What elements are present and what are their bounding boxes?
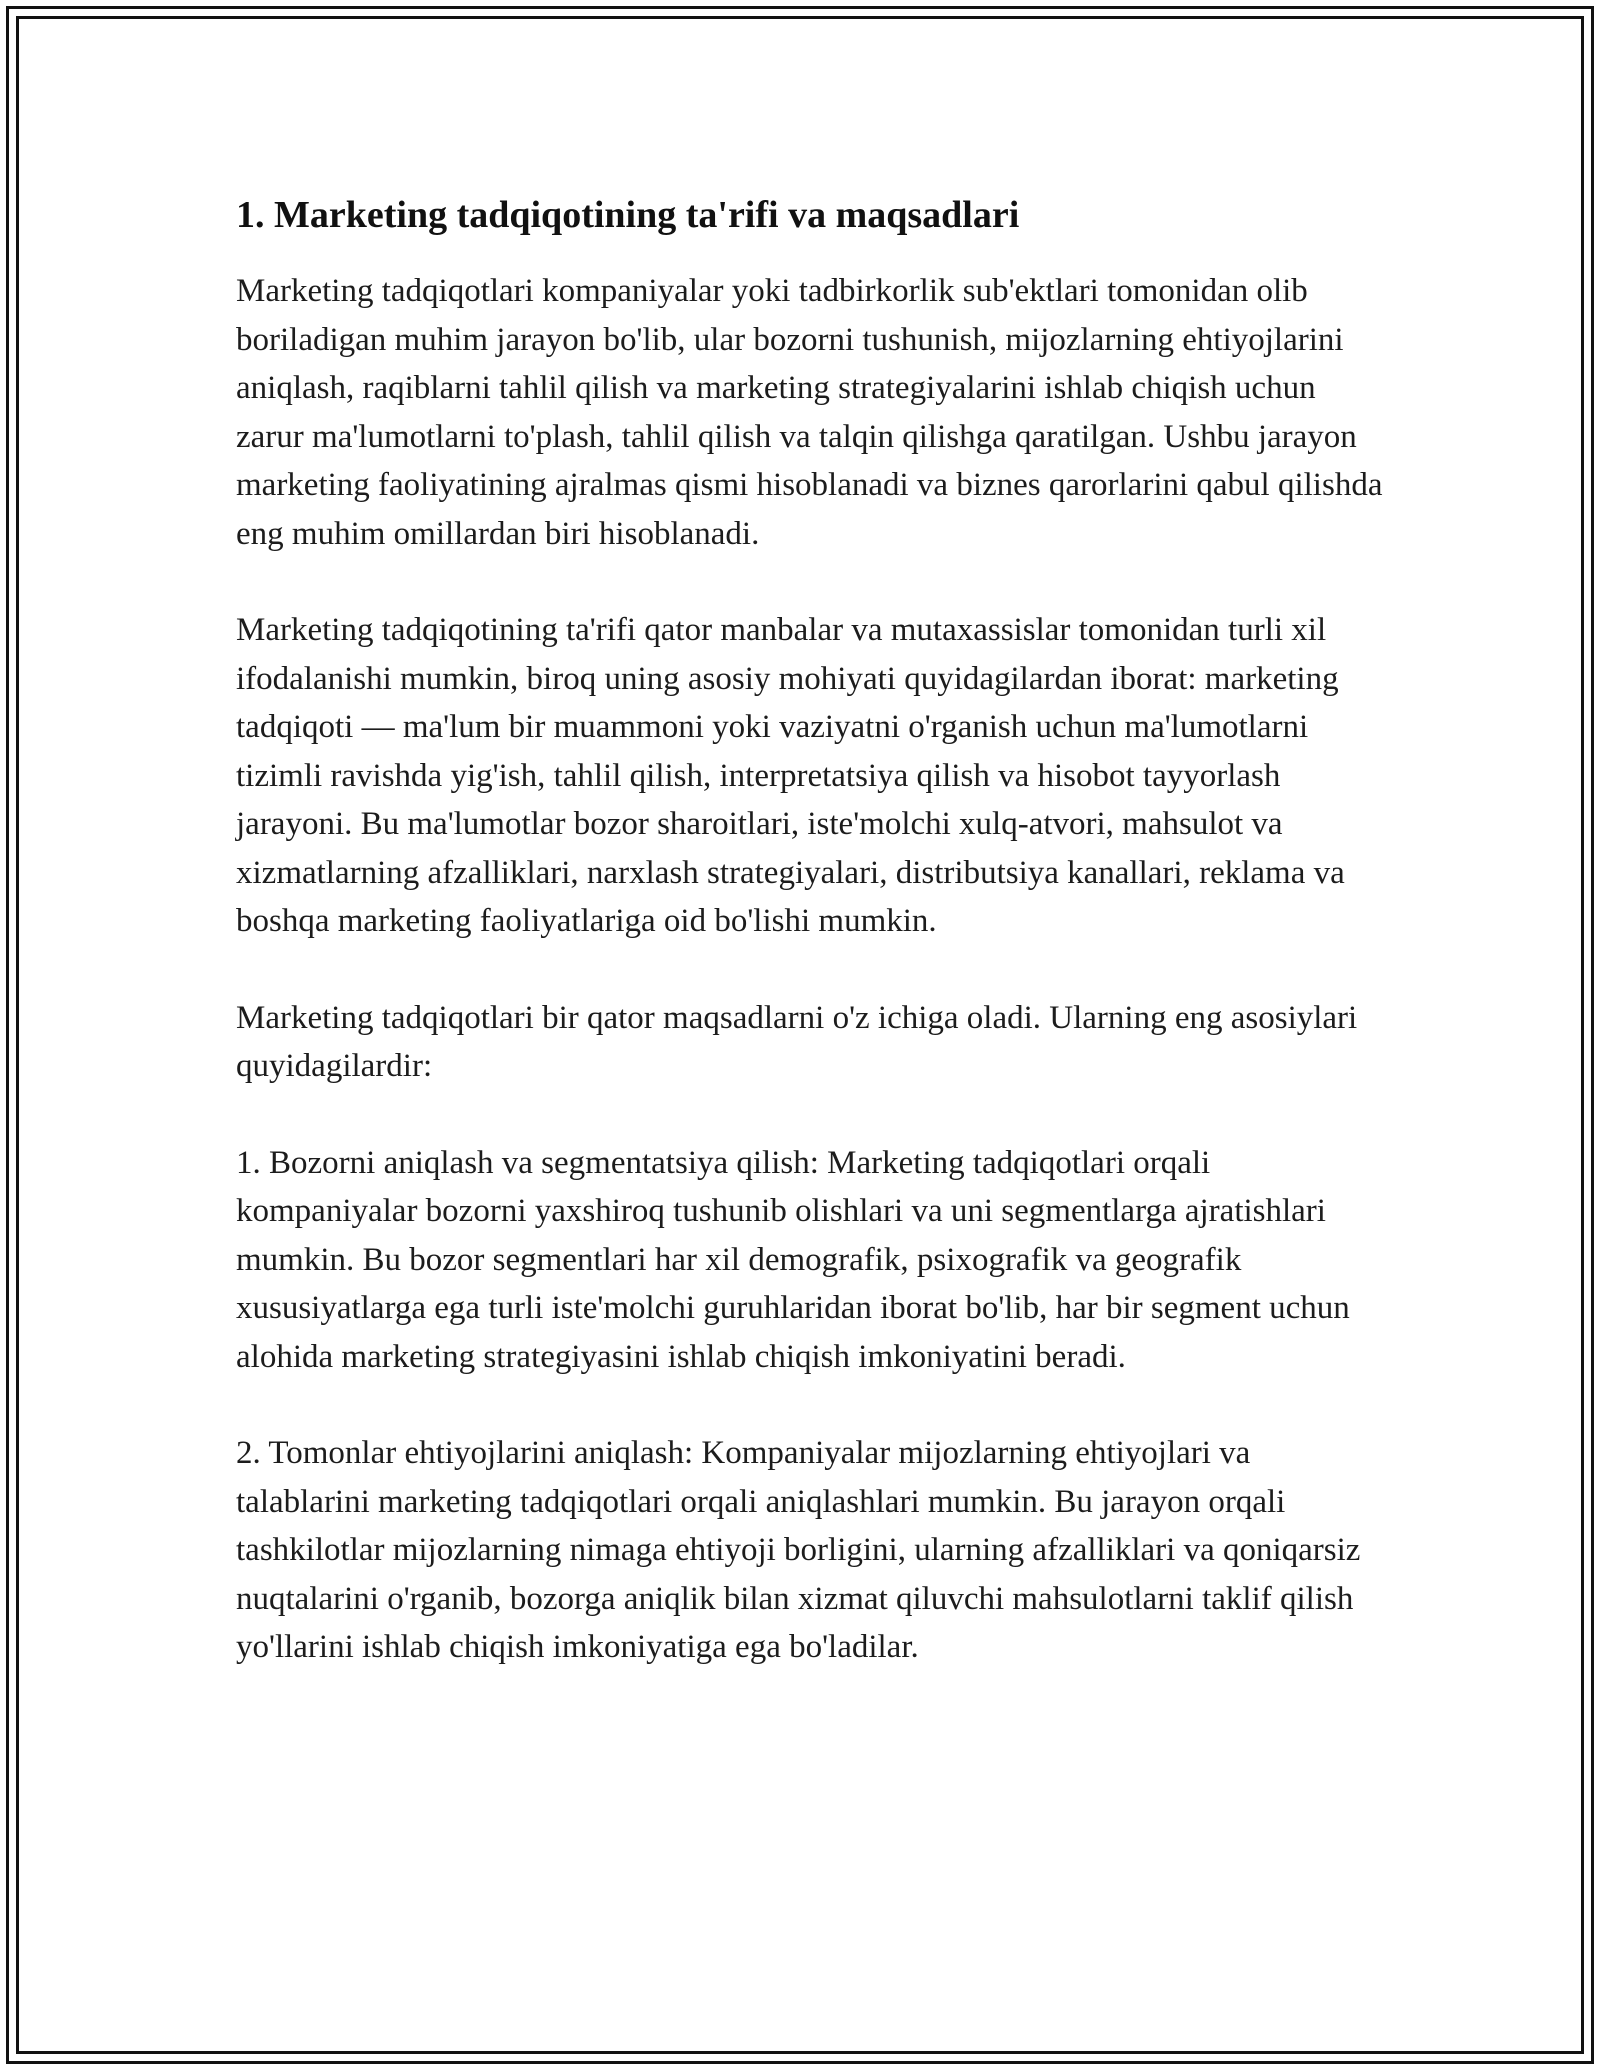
paragraph-goal-2: 2. Tomonlar ehtiyojlarini aniqlash: Kompaniyalar mijozlarning ehtiyojlari va talablarini marketing tadqiqotlari orqali aniqlashlari mumkin. Bu jarayon orqali tashkilotlar mijozlarning nimaga ehtiyoji borligini, ularning afzalliklari va qoniqarsiz nuqtalarini o'rganib, bozorga aniqlik bilan xizmat qiluvchi mahsulotlarni taklif qilish yo'llarini ishlab chiqish imkoniyatiga ega bo'ladilar. <box>236 1435 1361 1665</box>
paragraph-definition: Marketing tadqiqotlari kompaniyalar yoki tadbirkorlik sub'ektlari tomonidan olib boriladigan muhim jarayon bo'lib, ular bozorni tushunish, mijozlarning ehtiyojlarini aniqlash, raqiblarni tahlil qilish va marketing strategiyalarini ishlab chiqish uchun zarur ma'lumotlarni to'plash, tahlil qilish va talqin qilishga qaratilgan. Ushbu jarayon marketing faoliyatining ajralmas qismi hisoblanadi va biznes qarorlarini qabul qilishda eng muhim omillardan biri hisoblanadi. <box>236 273 1383 552</box>
document-title: 1. Marketing tadqiqotining ta'rifi va maqsadlari <box>236 194 1020 236</box>
paragraph-goals-intro: Marketing tadqiqotlari bir qator maqsadlarni o'z ichiga oladi. Ularning eng asosiylari quyidagilardir: <box>236 999 1358 1084</box>
paragraph-definition-detail: Marketing tadqiqotining ta'rifi qator manbalar va mutaxassislar tomonidan turli xil ifodalanishi mumkin, biroq uning asosiy mohiyati quyidagilardan iborat: marketing tadqiqoti — ma'lum bir muammoni yoki vaziyatni o'rganish uchun ma'lumotlarni tizimli ravishda yig'ish, tahlil qilish, interpretatsiya qilish va hisobot tayyorlash jarayoni. Bu ma'lumotlar bozor sharoitlari, iste'molchi xulq-atvori, mahsulot va xizmatlarning afzalliklari, narxlash strategiyalari, distributsiya kanallari, reklama va boshqa marketing faoliyatlariga oid bo'lishi mumkin. <box>236 612 1345 939</box>
document-body <box>236 185 1386 1720</box>
paragraph-goal-1: 1. Bozorni aniqlash va segmentatsiya qilish: Marketing tadqiqotlari orqali kompaniyalar bozorni yaxshiroq tushunib olishlari va uni segmentlarga ajratishlari mumkin. Bu bozor segmentlari har xil demografik, psixografik va geografik xususiyatlarga ega turli iste'molchi guruhlaridan iborat bo'lib, har bir segment uchun alohida marketing strategiyasini ishlab chiqish imkoniyatini beradi. <box>236 1144 1350 1375</box>
